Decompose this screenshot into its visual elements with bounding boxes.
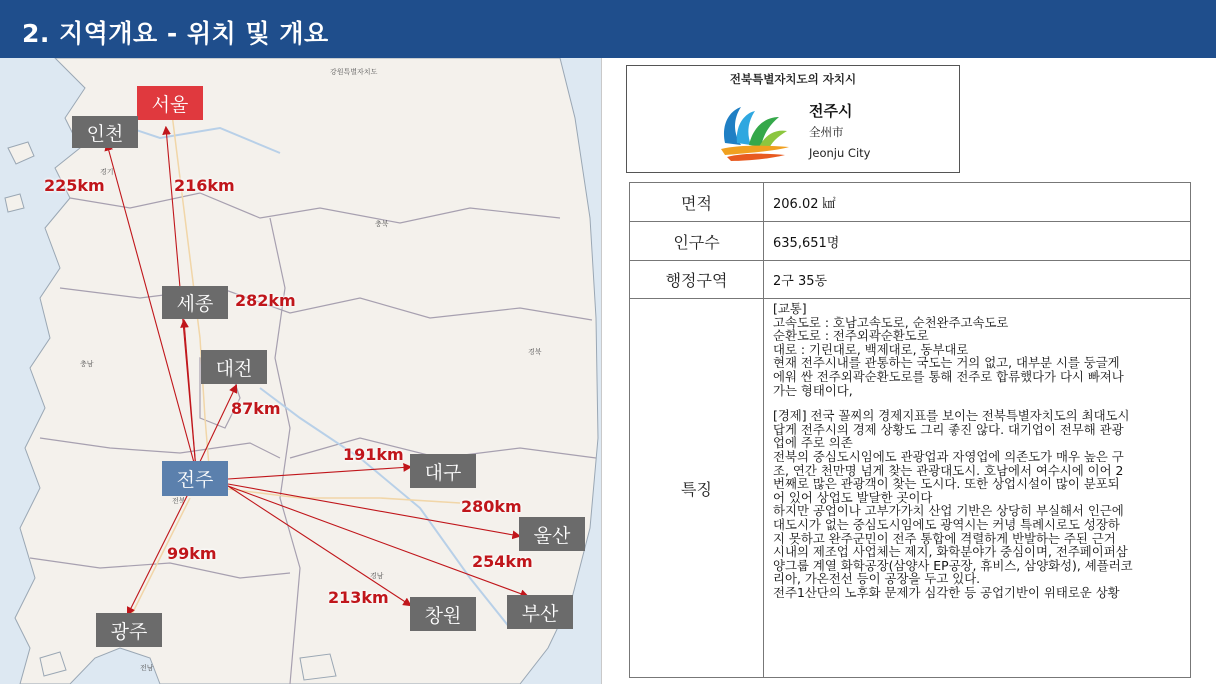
svg-text:강원특별자치도: 강원특별자치도 [330, 68, 378, 76]
text-line: 순환도로 : 전주외곽순환도로 [773, 328, 929, 344]
svg-text:충북: 충북 [375, 220, 389, 228]
table-row [630, 299, 1191, 678]
svg-text:경기: 경기 [100, 168, 114, 176]
text-line: 하지만 공업이나 고부가가치 산업 기반은 상당히 부실해서 인근에 [773, 503, 1124, 519]
city-ulsan: 울산 [519, 517, 585, 551]
slide-title-bar [0, 0, 1216, 58]
text-line: 고속도로 : 호남고속도로, 순천완주고속도로 [773, 314, 1009, 330]
city-gwangju: 광주 [96, 613, 162, 647]
population-value: 635,651명 [764, 222, 1191, 261]
distance-sejong: 282km [235, 291, 296, 310]
svg-text:전북: 전북 [172, 497, 186, 505]
city-name-english: Jeonju City [809, 146, 871, 160]
city-changwon: 창원 [410, 597, 476, 631]
features-label: 특징 [630, 299, 764, 678]
map-background [0, 58, 602, 684]
text-line: 번째로 많은 관광객이 찾는 도시다. 또한 상업시설이 많이 분포되 [773, 476, 1120, 492]
features-text [764, 299, 1191, 678]
city-jeonju: 전주 [162, 461, 228, 496]
distance-daejeon: 87km [231, 399, 281, 418]
table-row [630, 222, 1191, 261]
text-line: 시내의 제조업 사업체는 제지, 화학분야가 중심이며, 전주페이퍼삼 [773, 544, 1128, 560]
table-row [630, 183, 1191, 222]
table-row [630, 261, 1191, 299]
transport-paragraph [773, 302, 1184, 397]
district-value: 2구 35동 [764, 261, 1191, 299]
svg-text:충남: 충남 [80, 360, 94, 368]
district-label: 행정구역 [630, 261, 764, 299]
text-line: 조, 연간 천만명 넘게 찾는 관광대도시. 호남에서 여수시에 이어 2 [773, 462, 1124, 478]
city-daejeon: 대전 [201, 350, 267, 384]
korea-map [0, 58, 602, 684]
text-line: [교통] [773, 301, 807, 316]
distance-gwangju: 99km [167, 544, 217, 563]
slide-title: 2. 지역개요 - 위치 및 개요 [22, 19, 329, 48]
text-line: 대도시가 없는 중심도시임에도 광역시는 커녕 특례시로도 성장하 [773, 516, 1120, 532]
emblem-caption: 전북특별자치도의 자치시 [729, 72, 857, 86]
svg-text:경북: 경북 [528, 348, 542, 356]
distance-incheon: 225km [44, 176, 105, 195]
distance-busan: 254km [472, 552, 533, 571]
city-name-hanja: 全州市 [809, 125, 844, 139]
jeonju-emblem-icon [719, 103, 791, 163]
city-sejong: 세종 [162, 286, 228, 319]
economy-paragraph [773, 409, 1184, 599]
city-name: 전주시 [809, 102, 853, 120]
area-label: 면적 [630, 183, 764, 222]
distance-seoul: 216km [174, 176, 235, 195]
text-line: 지 못하고 완주군민이 전주 통합에 격렬하게 반발하는 주된 근거 [773, 530, 1116, 546]
city-busan: 부산 [507, 595, 573, 629]
city-seoul: 서울 [137, 86, 203, 120]
distance-daegu: 191km [343, 445, 404, 464]
text-line: 가는 형태이다, [773, 382, 853, 398]
area-value: 206.02 ㎢ [764, 183, 1191, 222]
city-daegu: 대구 [410, 454, 476, 488]
text-line: 대로 : 기린대로, 백제대로, 동부대로 [773, 341, 969, 357]
city-info-table [629, 182, 1191, 678]
text-line: 전주1산단의 노후화 문제가 심각한 등 공업기반이 위태로운 상황 [773, 584, 1120, 600]
text-line: 답게 전주시의 경제 상황도 그리 좋진 않다. 대기업이 전무해 관광 [773, 421, 1124, 437]
svg-text:전남: 전남 [140, 664, 154, 672]
population-label: 인구수 [630, 222, 764, 261]
text-line: 리아, 가온전선 등이 공장을 두고 있다. [773, 571, 981, 587]
text-line: 어 있어 상업도 발달한 곳이다 [773, 489, 933, 505]
city-incheon: 인천 [72, 116, 138, 148]
text-line: 전북의 중심도시임에도 관광업과 자영업에 의존도가 매우 높은 구 [773, 448, 1124, 464]
distance-changwon: 213km [328, 588, 389, 607]
text-line: 양그룹 계열 화학공장(삼양사 EP공장, 휴비스, 삼양화성), 셰플러코 [773, 557, 1133, 573]
text-line: 에워 싼 전주외곽순환도로를 통해 전주로 합류했다가 다시 빠져나 [773, 368, 1124, 384]
distance-ulsan: 280km [461, 497, 522, 516]
text-line: [경제] 전국 꼴찌의 경제지표를 보이는 전북특별자치도의 최대도시 [773, 408, 1130, 424]
text-line: 현재 전주시내를 관통하는 국도는 거의 없고, 대부분 시를 둥글게 [773, 355, 1120, 371]
svg-text:경남: 경남 [370, 572, 384, 580]
text-line: 업에 주로 의존 [773, 435, 853, 451]
city-emblem-box [626, 65, 960, 173]
